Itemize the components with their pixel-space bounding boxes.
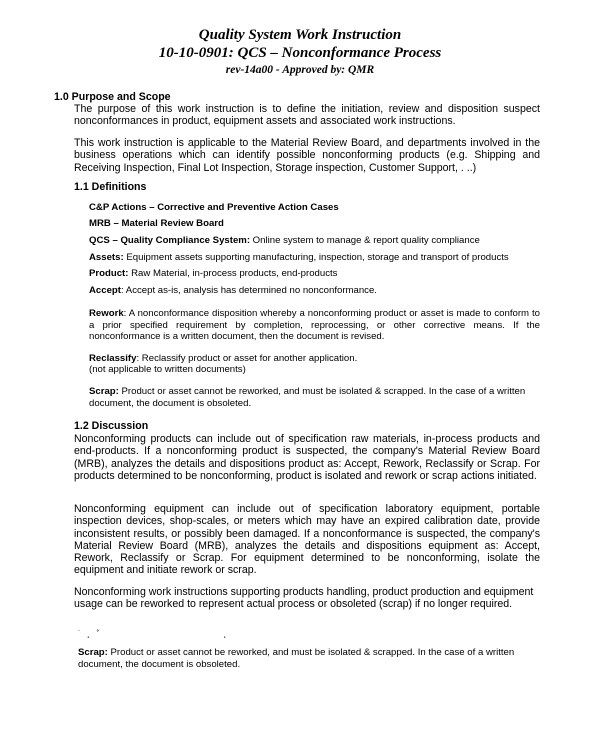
definition-term: Product:: [89, 268, 129, 279]
definition-text: : Accept as-is, analysis has determined no nonconformance.: [121, 285, 377, 296]
definition-text: Product or asset cannot be reworked, and must be isolated & scrapped. In the case of a written document, the document is obsoleted.: [89, 386, 526, 409]
definition-reclassify: [89, 353, 540, 365]
definition-text: Online system to manage & report quality compliance: [250, 235, 480, 246]
definition-scrap: [89, 386, 540, 409]
definition-cap: C&P Actions – Corrective and Preventive Action Cases: [89, 202, 339, 213]
definition-text: Raw Material, in-process products, end-products: [128, 268, 338, 279]
definition-qcs: [89, 235, 549, 247]
definition-reclassify-note: (not applicable to written documents): [89, 364, 246, 375]
discussion-instructions-paragraph: Nonconforming work instructions supporting products handling, product production and equipment usage can be reworked to represent actual process or obsoleted (scrap) if no longer required.: [74, 586, 534, 611]
discussion-equipment-paragraph: Nonconforming equipment can include out of specification laboratory equipment, portable inspection devices, shop-scales, or meters which may have an expired calibration date, provide inconsistent results, or possibly been damaged. If a nonconformance is suspected, the company's Material Review Board (MRB), analyzes the details and dispositions equipment as: Accept, Rework, Reclassify or Scrap. For equipment determined to be nonconforming, isolate the equipment and initiate rework or scrap.: [74, 503, 540, 577]
footer-scrap-note: [78, 647, 540, 670]
footer-scrap-text: Product or asset cannot be reworked, and must be isolated & scrapped. In the case of a written document, the document is obsoleted.: [78, 647, 515, 670]
definition-rework: [89, 308, 540, 343]
section-heading-discussion: 1.2 Discussion: [74, 420, 149, 432]
purpose-paragraph: The purpose of this work instruction is to define the initiation, review and disposition suspect nonconformances in product, equipment assets and associated work instructions.: [74, 103, 540, 128]
definition-accept: [89, 285, 549, 297]
discussion-products-paragraph: Nonconforming products can include out of specification raw materials, in-process products and end-products. If a nonconforming product is suspected, the company's Material Review Board (MRB), analyzes the details and dispositions product as: Accept, Rework, Reclassify or Scrap. For products determined to be nonconforming, product is isolated and rework or scrap actions initiated.: [74, 433, 540, 482]
definition-term: Assets:: [89, 252, 124, 263]
footer-scrap-term: Scrap:: [78, 647, 108, 658]
revision-line: rev-14a00 - Approved by: QMR: [225, 64, 375, 76]
section-heading-purpose: 1.0 Purpose and Scope: [54, 91, 171, 103]
document-subtitle: 10-10-0901: QCS – Nonconformance Process: [158, 45, 442, 61]
definition-term: QCS – Quality Compliance System:: [89, 235, 251, 246]
definition-term: Accept: [89, 285, 121, 296]
definition-text: : A nonconformance disposition whereby a nonconforming product or asset is made to conform to a prior specified requirement by completion, reprocessing, or other corrective means. If the nonconformance is a written document, then the document is revised.: [89, 308, 540, 343]
definition-term: Reclassify: [89, 353, 137, 364]
scope-paragraph: This work instruction is applicable to the Material Review Board, and departments involved in the business operations which can identify possible nonconforming products (e.g. Shipping and Receiving Inspection, Final Lot Inspection, Storage inspection, Customer Support, . ..): [74, 137, 540, 174]
definition-term: Scrap:: [89, 386, 119, 397]
document-title: Quality System Work Instruction: [198, 27, 402, 43]
definition-product: [89, 268, 549, 280]
section-heading-definitions: 1.1 Definitions: [74, 181, 147, 193]
stray-marks: ˙ ˛ ˚ ˛: [78, 629, 227, 638]
definition-text: : Reclassify product or asset for another application.: [136, 353, 358, 364]
definition-assets: [89, 252, 549, 264]
definition-term: Rework: [89, 308, 124, 319]
definition-text: Equipment assets supporting manufacturing, inspection, storage and transport of products: [123, 252, 509, 263]
definition-mrb: MRB – Material Review Board: [89, 218, 224, 229]
